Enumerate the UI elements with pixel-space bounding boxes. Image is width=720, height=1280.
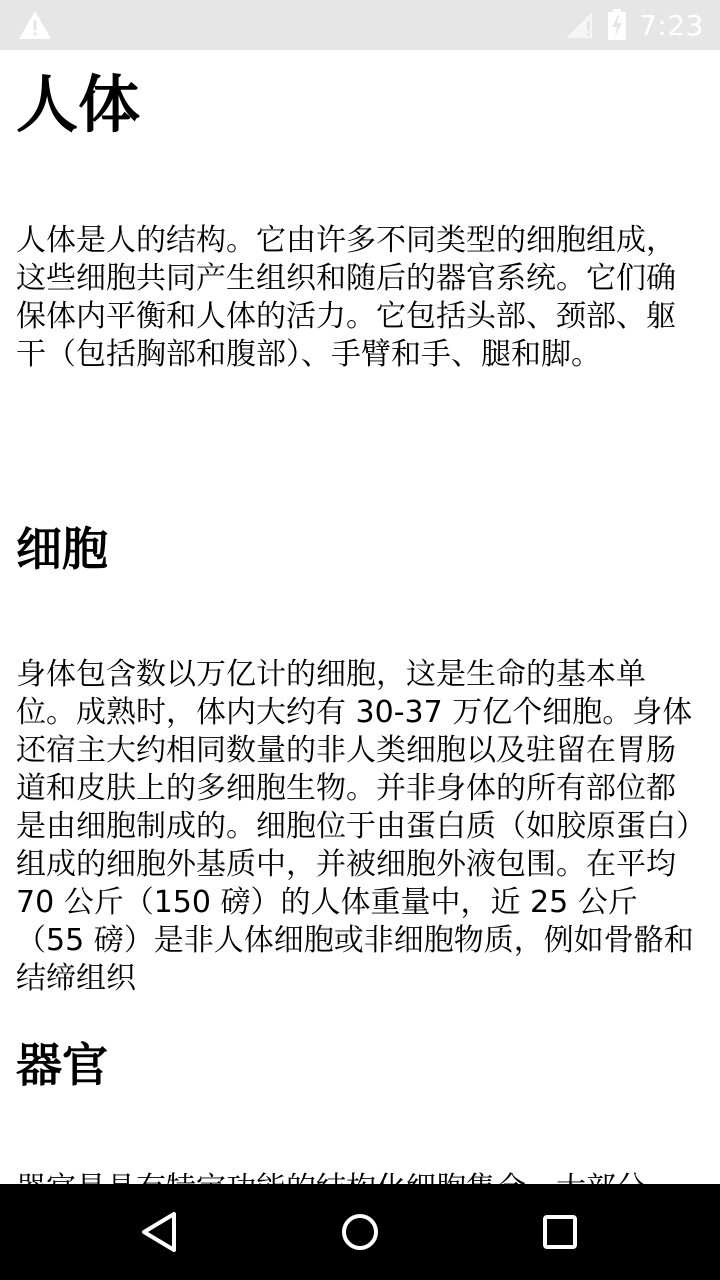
recents-icon[interactable] [536,1208,584,1256]
navigation-bar [0,1184,720,1280]
home-icon[interactable] [336,1208,384,1256]
section-body-cells: 身体包含数以万亿计的细胞，这是生命的基本单位。成熟时，体内大约有 30-37 万亿个细胞。身体还宿主大约相同数量的非人类细胞以及驻留在胃肠道和皮肤上的多细胞生物。并非身体的所有部位都是由细胞制成的。细胞位于由蛋白质（如胶原蛋白）组成的细胞外基质中，并被细胞外液包围。在平均 70 公斤（150 磅）的人体重量中，近 25 公斤（55 磅）是非人体细胞或非细胞物质，例如骨骼和结缔组织 [16,657,694,996]
section-heading-organs: 器官 [16,1038,108,1092]
back-icon[interactable] [136,1208,184,1256]
signal-icon [565,11,595,39]
section-heading-cells: 细胞 [16,522,108,576]
page-title: 人体 [16,68,141,141]
status-bar [0,0,720,50]
status-right [565,6,704,44]
article-content[interactable] [0,50,720,1184]
status-time: 7:23 [639,8,704,42]
warning-icon [18,10,52,40]
intro-paragraph: 人体是人的结构。它由许多不同类型的细胞组成，这些细胞共同产生组织和随后的器官系统。它们确保体内平衡和人体的活力。它包括头部、颈部、躯干（包括胸部和腹部）、手臂和手、腿和脚。 [16,223,676,372]
battery-charging-icon [607,9,627,41]
